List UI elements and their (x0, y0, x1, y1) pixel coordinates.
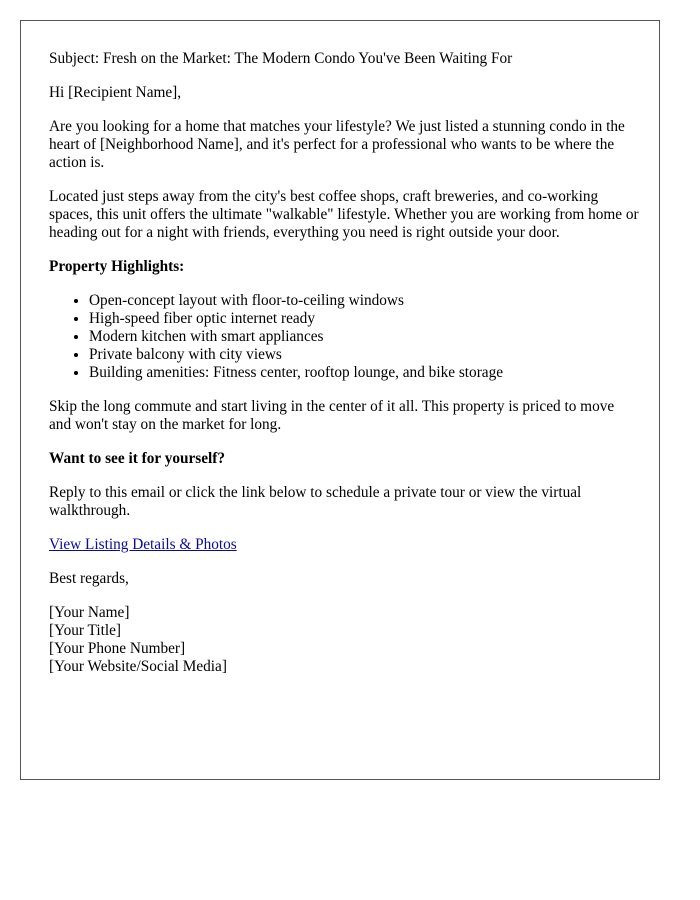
highlights-list (49, 292, 639, 382)
highlight-item: • High-speed fiber optic internet ready (89, 310, 639, 328)
email-subject: Subject: Fresh on the Market: The Modern Condo You've Been Waiting For (49, 50, 513, 67)
signature-title: [Your Title] (49, 622, 121, 639)
email-greeting: Hi [Recipient Name], (49, 84, 182, 101)
highlight-item: • Modern kitchen with smart appliances (89, 328, 639, 346)
cta-paragraph: Reply to this email or click the link below to schedule a private tour or view the virtual walkthrough. (49, 484, 582, 519)
cta-heading: Want to see it for yourself? (49, 450, 226, 467)
signature-website: [Your Website/Social Media] (49, 658, 227, 675)
highlights-heading: Property Highlights: (49, 258, 185, 275)
location-paragraph: Located just steps away from the city's best coffee shops, craft breweries, and co-working spaces, this unit offers the ultimate "walkable" lifestyle. Whether you are working from home or heading out for a night with friends, everything you need is right outside your door. (49, 188, 639, 241)
highlight-item: • Open-concept layout with floor-to-ceiling windows (89, 292, 639, 310)
view-listing-link[interactable]: View Listing Details & Photos (49, 536, 237, 553)
listing-link-wrapper (49, 536, 639, 554)
signature-phone: [Your Phone Number] (49, 640, 186, 657)
intro-paragraph: Are you looking for a home that matches your lifestyle? We just listed a stunning condo in the heart of [Neighborhood Name], and it's perfect for a professional who wants to be where the action is. (49, 118, 625, 171)
highlight-item: • Building amenities: Fitness center, rooftop lounge, and bike storage (89, 364, 639, 382)
email-frame (20, 20, 660, 780)
closing-line: Best regards, (49, 570, 129, 587)
email-body (49, 50, 639, 692)
signature-block (49, 604, 639, 676)
commute-paragraph: Skip the long commute and start living in the center of it all. This property is priced to move and won't stay on the market for long. (49, 398, 615, 433)
signature-name: [Your Name] (49, 604, 130, 621)
highlight-item: • Private balcony with city views (89, 346, 639, 364)
